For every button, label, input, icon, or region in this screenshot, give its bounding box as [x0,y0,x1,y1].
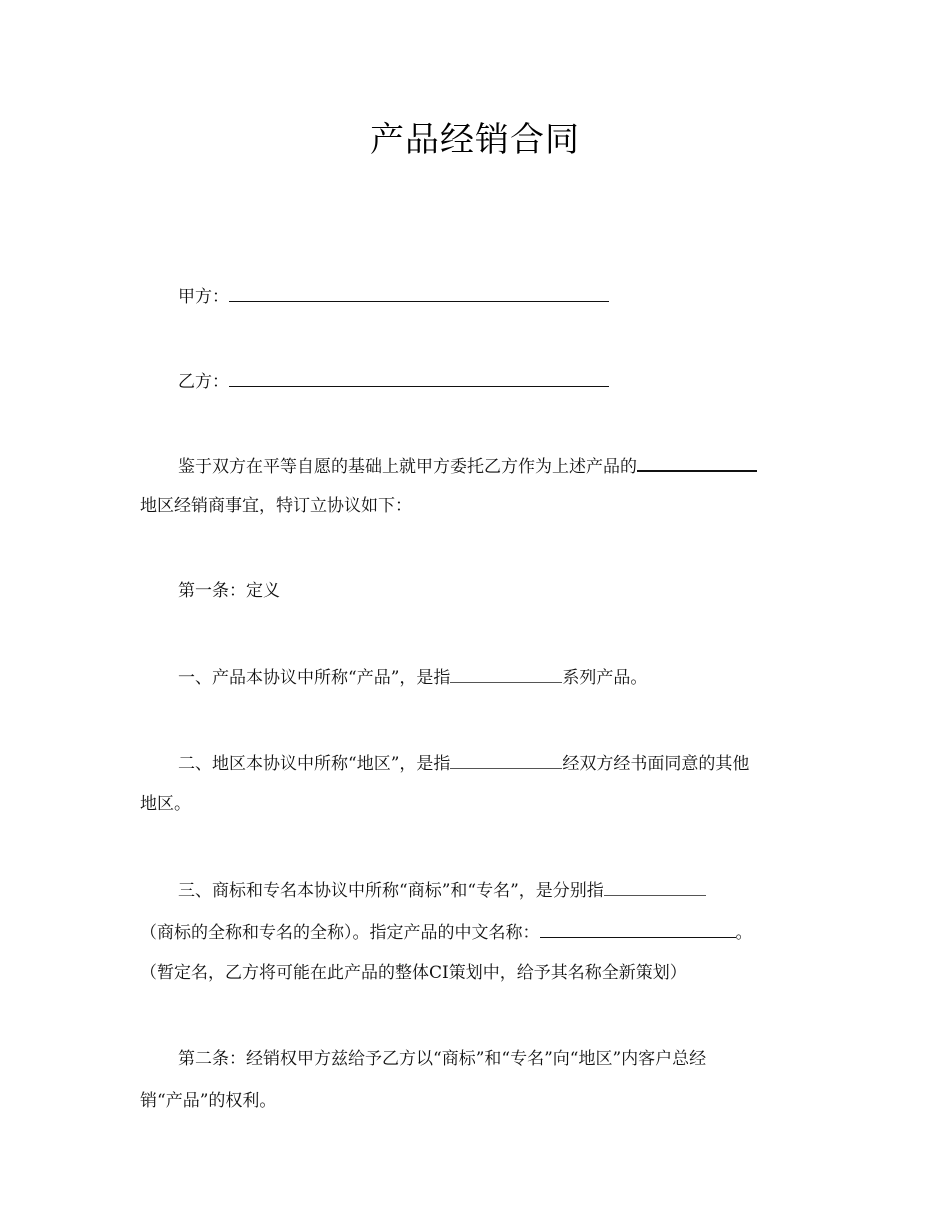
article-1-heading [178,579,280,603]
item-3-line-1 [178,877,706,903]
party-a-blank [229,283,609,302]
item-2-text-2: 经双方经书面同意的其他 [562,754,750,774]
item-2-line-2 [140,792,191,816]
item-3-text-2: （商标的全称和专名的全称）。指定产品的中文名称： [140,923,540,943]
item-1-text-1: 一、产品本协议中所称“产品”，是指 [178,668,451,688]
item-2-text-1: 二、地区本协议中所称“地区”，是指 [178,754,451,774]
party-b-label: 乙方： [178,372,229,392]
party-b-line [178,368,609,394]
trademark-blank [604,877,706,896]
item-3-text-3: 。 [735,923,753,943]
item-1-line [178,664,647,690]
region-definition-blank [450,750,562,769]
article-2-line-1 [178,1047,706,1071]
chinese-name-blank [540,919,736,938]
party-b-blank [229,368,609,387]
item-3-text-4: （暂定名，乙方将可能在此产品的整体CI策划中，给予其名称全新策划） [140,963,687,983]
preamble-line-1 [178,452,757,479]
item-3-line-2 [140,919,753,945]
article-2-text-1: 第二条：经销权甲方兹给予乙方以“商标”和“专名”向“地区”内客户总经 [178,1049,707,1069]
region-blank [637,452,757,472]
item-2-text-3: 地区。 [140,794,191,814]
item-2-line-1 [178,750,749,776]
party-a-line [178,283,609,309]
document-title: 产品经销合同 [370,120,580,160]
party-a-label: 甲方： [178,287,229,307]
article-2-text-2: 销“产品”的权利。 [140,1091,277,1111]
item-1-text-2: 系列产品。 [562,668,648,688]
preamble-text-2: 地区经销商事宜，特订立协议如下： [140,496,412,516]
item-3-text-1: 三、商标和专名本协议中所称“商标”和“专名”，是分别指 [178,881,604,901]
article-1-heading-text: 第一条：定义 [178,581,280,601]
preamble-text-1: 鉴于双方在平等自愿的基础上就甲方委托乙方作为上述产品的 [178,457,637,477]
product-series-blank [450,664,562,683]
article-2-line-2 [140,1089,276,1113]
item-3-line-3 [140,961,687,985]
preamble-line-2 [140,494,412,518]
